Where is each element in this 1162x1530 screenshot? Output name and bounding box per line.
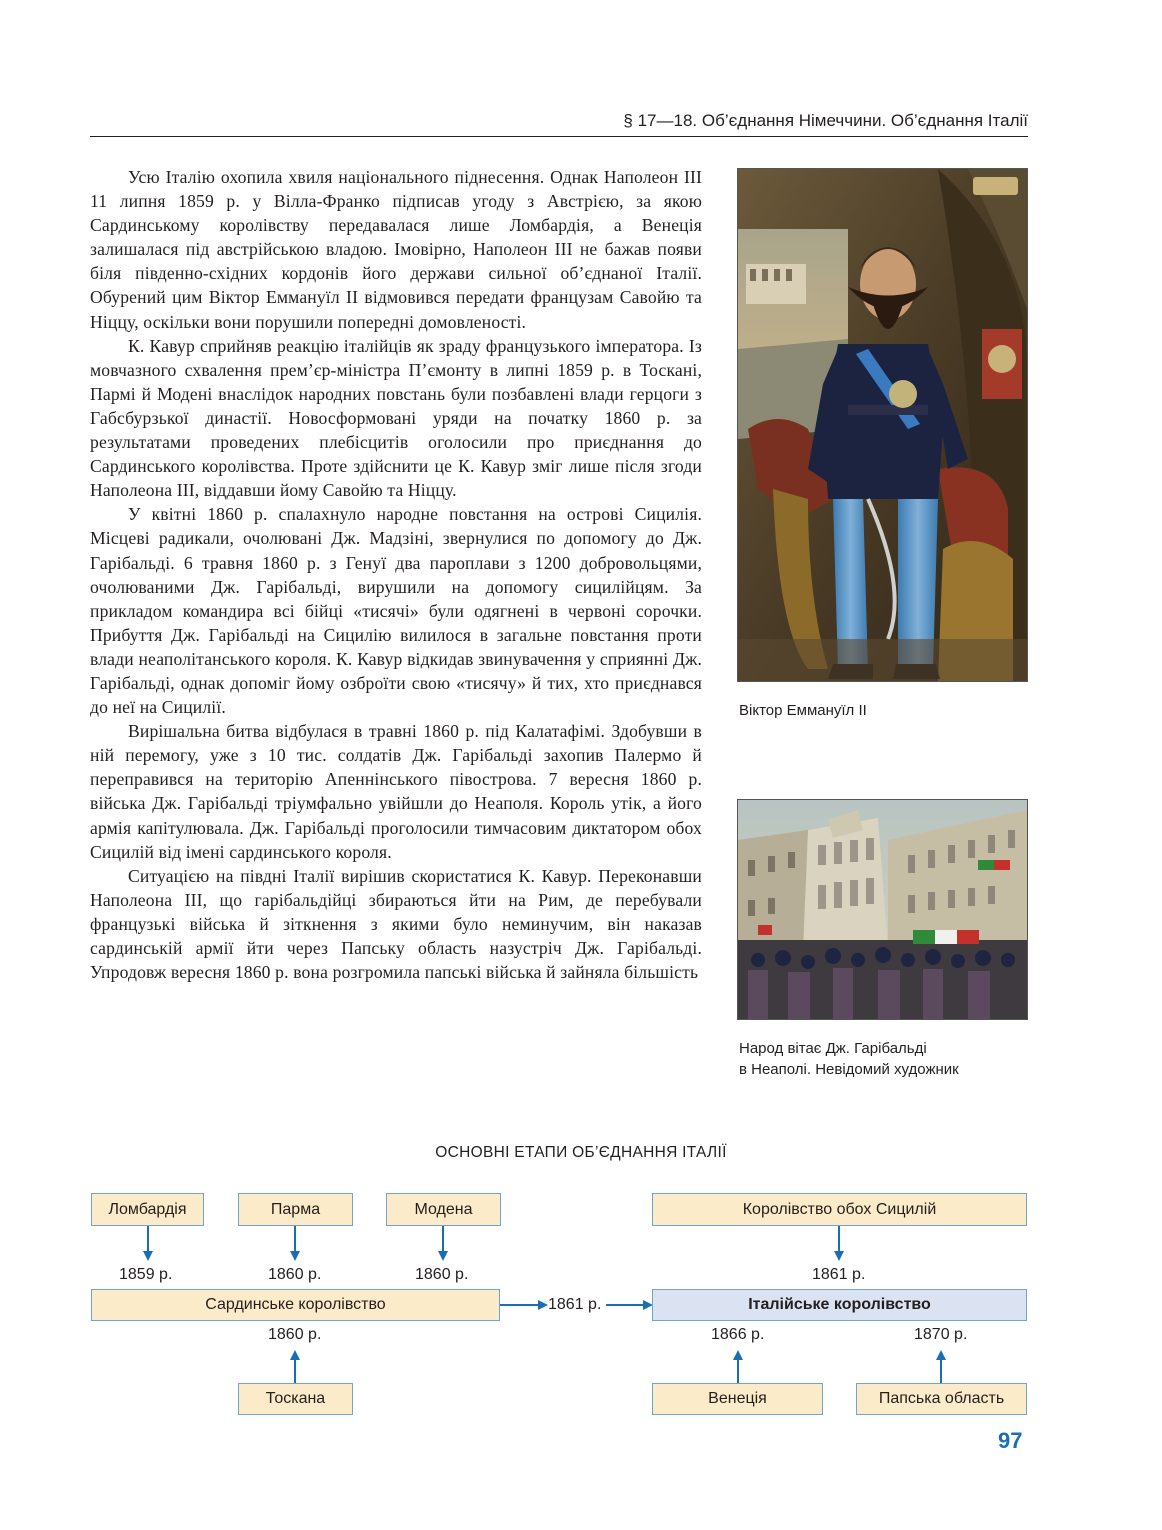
box-venice: Венеція — [652, 1383, 823, 1415]
crowd-caption-line: Народ вітає Дж. Гарібальді — [739, 1040, 927, 1057]
year-modena: 1860 р. — [415, 1266, 469, 1283]
year-two-sicilies: 1861 р. — [812, 1266, 866, 1283]
year-parma: 1860 р. — [268, 1266, 322, 1283]
year-merge: 1861 р. — [548, 1296, 602, 1313]
box-sardinia: Сардинське королівство — [91, 1289, 500, 1321]
paragraph: У квітні 1860 р. спалахнуло народне повстання на острові Сицилія. Місцеві радикали, очолювані Дж. Мадзіні, звернулися по допомогу до Дж. Гарібальді. 6 травня 1860 р. з Генуї два пароплави з 1200 добровольцями, очолюваними Дж. Гарібальді, вирушили на допомогу сицилійцям. За прикладом командира всі бійці «тисячі» були одягнені в червоні сорочки. Прибуття Дж. Гарібальді на Сицилію вилилося в загальне повстання проти влади неаполітанського короля. К. Кавур відкидав звинувачення у сприянні Дж. Гарібальді, однак допоміг йому озброїти свою «тисячу» й тих, хто приєднався до неї на Сицилії. — [90, 504, 702, 718]
box-lombardy: Ломбардія — [91, 1193, 204, 1226]
portrait-caption: Віктор Еммануїл II — [739, 702, 867, 719]
crowd-caption-line: в Неаполі. Невідомий художник — [739, 1061, 959, 1078]
year-papal: 1870 р. — [914, 1326, 968, 1343]
year-tuscany: 1860 р. — [268, 1326, 322, 1343]
running-title: § 17—18. Об’єднання Німеччини. Об’єднання Італії — [623, 111, 1028, 130]
box-tuscany: Тоскана — [238, 1383, 353, 1415]
box-modena: Модена — [386, 1193, 501, 1226]
box-papal-state: Папська область — [856, 1383, 1027, 1415]
scheme-title: ОСНОВНІ ЕТАПИ ОБ’ЄДНАННЯ ІТАЛІЇ — [435, 1144, 727, 1161]
box-two-sicilies: Королівство обох Сицилій — [652, 1193, 1027, 1226]
box-parma: Парма — [238, 1193, 353, 1226]
year-lombardy: 1859 р. — [119, 1266, 173, 1283]
paragraph: К. Кавур сприйняв реакцію італійців як зраду французького імператора. Із мовчазного схвалення прем’єр-міністра П’ємонту в липні 1859 р. в Тоскані, Пармі й Модені внаслідок народних повстань були позбавлені влади герцоги з Габсбурзької династії. Новосформовані уряди на початку 1860 р. за результатами проведених плебісцитів оголосили про приєднання до Сардинського королівства. Проте здійснити це К. Кавур зміг лише після згоди Наполеона III, віддавши йому Савойю та Ніццу. — [90, 335, 702, 501]
box-italian-kingdom: Італійське королівство — [652, 1289, 1027, 1321]
paragraph: Усю Італію охопила хвиля національного піднесення. Однак Наполеон III 11 липня 1859 р. у Вілла-Франко підписав угоду з Австрією, за якою Сардинському королівству передавалася лише Ломбардія, а Венеція залишалася під австрійською владою. Імовірно, Наполеон III не бажав появи біля південно-східних кордонів його держави сильної об’єднаної Італії. Обурений цим Віктор Еммануїл II відмовився передати французам Савойю та Ніццу, оскільки вони порушили попередні домовленості. — [90, 167, 702, 332]
year-venice: 1866 р. — [711, 1326, 765, 1343]
page-number: 97 — [998, 1428, 1023, 1453]
paragraph: Вирішальна битва відбулася в травні 1860 р. під Калатафімі. Здобувши в ній перемогу, уже з 10 тис. солдатів Дж. Гарібальді захопив Палермо й переправився на територію Апеннінського півострова. 7 вересня 1860 р. війська Дж. Гарібальді тріумфально увійшли до Неаполя. Король утік, а його армія капітулювала. Дж. Гарібальді проголосили тимчасовим диктатором обох Сицилій від імені сардинського короля. — [90, 721, 702, 862]
paragraph: Ситуацією на півдні Італії вирішив скористатися К. Кавур. Переконавши Наполеона III, що гарібальдійці збираються йти на Рим, де перебували французькі війська й зіткнення з якими було неминучим, він наказав сардинській армії йти через Папську область назустріч Дж. Гарібальді. Упродовж вересня 1860 р. вона розгромила папські війська й зайняла більшість — [90, 865, 702, 983]
